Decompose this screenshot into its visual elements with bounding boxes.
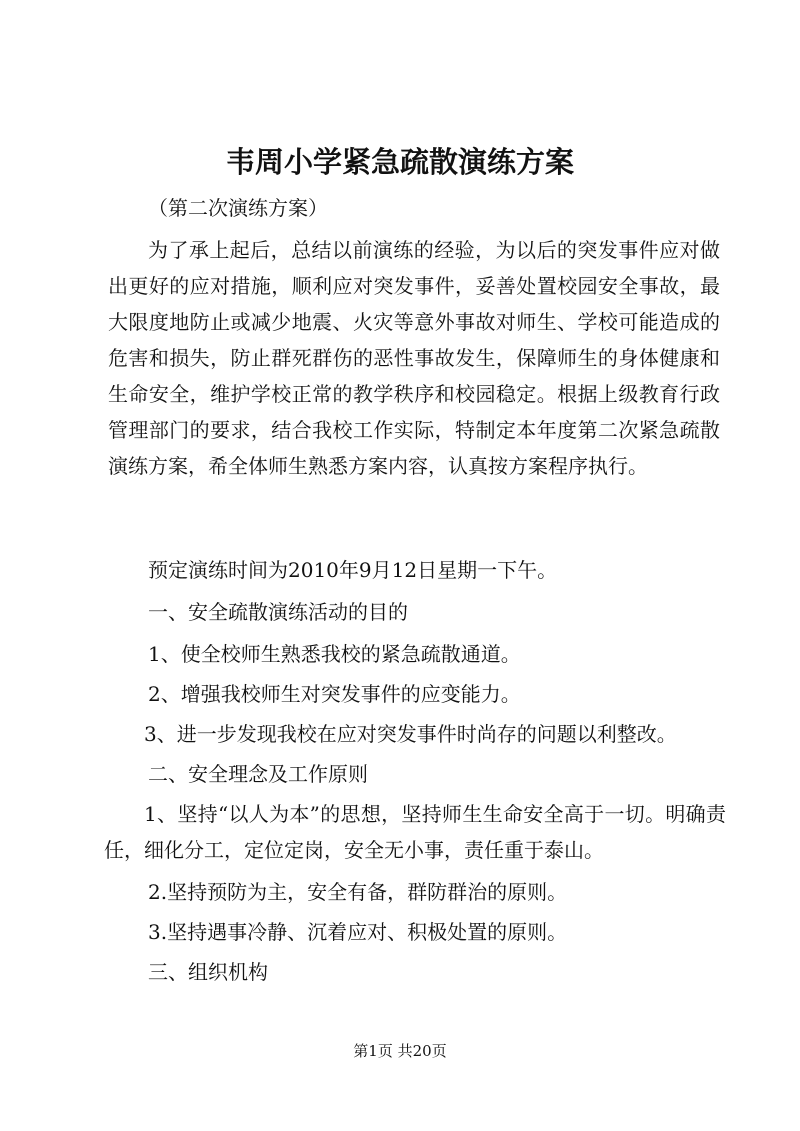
section1-heading: 一、安全疏散演练活动的目的 <box>148 600 408 624</box>
schedule-paragraph: 预定演练时间为2010年9月12日星期一下午。 <box>148 558 558 582</box>
section2-item-2: 2.坚持预防为主，安全有备，群防群治的原则。 <box>148 880 568 904</box>
intro-paragraph: 为了承上起后，总结以前演练的经验，为以后的突发事件应对做出更好的应对措施，顺利应对突发事件，妥善处置校园安全事故，最大限度地防止或减少地震、火灾等意外事故对师生、学校可能造成的危害和损失，防止群死群伤的恶性事故发生，保障师生的身体健康和生命安全，维护学校正常的教学秩序和校园稳定。根据上级教育行政管理部门的要求，结合我校工作实际，特制定本年度第二次紧急疏散演练方案，希全体师生熟悉方案内容，认真按方案程序执行。 <box>108 238 720 478</box>
page-number: 第1页 共20页 <box>353 1042 447 1060</box>
section1-item-2: 2、增强我校师生对突发事件的应变能力。 <box>148 682 521 706</box>
document-subtitle: （第二次演练方案） <box>148 196 328 220</box>
section1-item-3: 3、进一步发现我校在应对突发事件时尚存的问题以利整改。 <box>144 722 677 746</box>
section2-heading: 二、安全理念及工作原则 <box>148 762 368 786</box>
section2-item-3: 3.坚持遇事冷静、沉着应对、积极处置的原则。 <box>148 920 568 944</box>
section1-item-1: 1、使全校师生熟悉我校的紧急疏散通道。 <box>148 642 521 666</box>
document-title: 韦周小学紧急疏散演练方案 <box>225 145 574 179</box>
section2-item-1: 1、坚持“以人为本”的思想，坚持师生生命安全高于一切。明确责任，细化分工，定位定岗，安全无小事，责任重于泰山。 <box>104 802 726 862</box>
section3-heading: 三、组织机构 <box>148 960 268 984</box>
